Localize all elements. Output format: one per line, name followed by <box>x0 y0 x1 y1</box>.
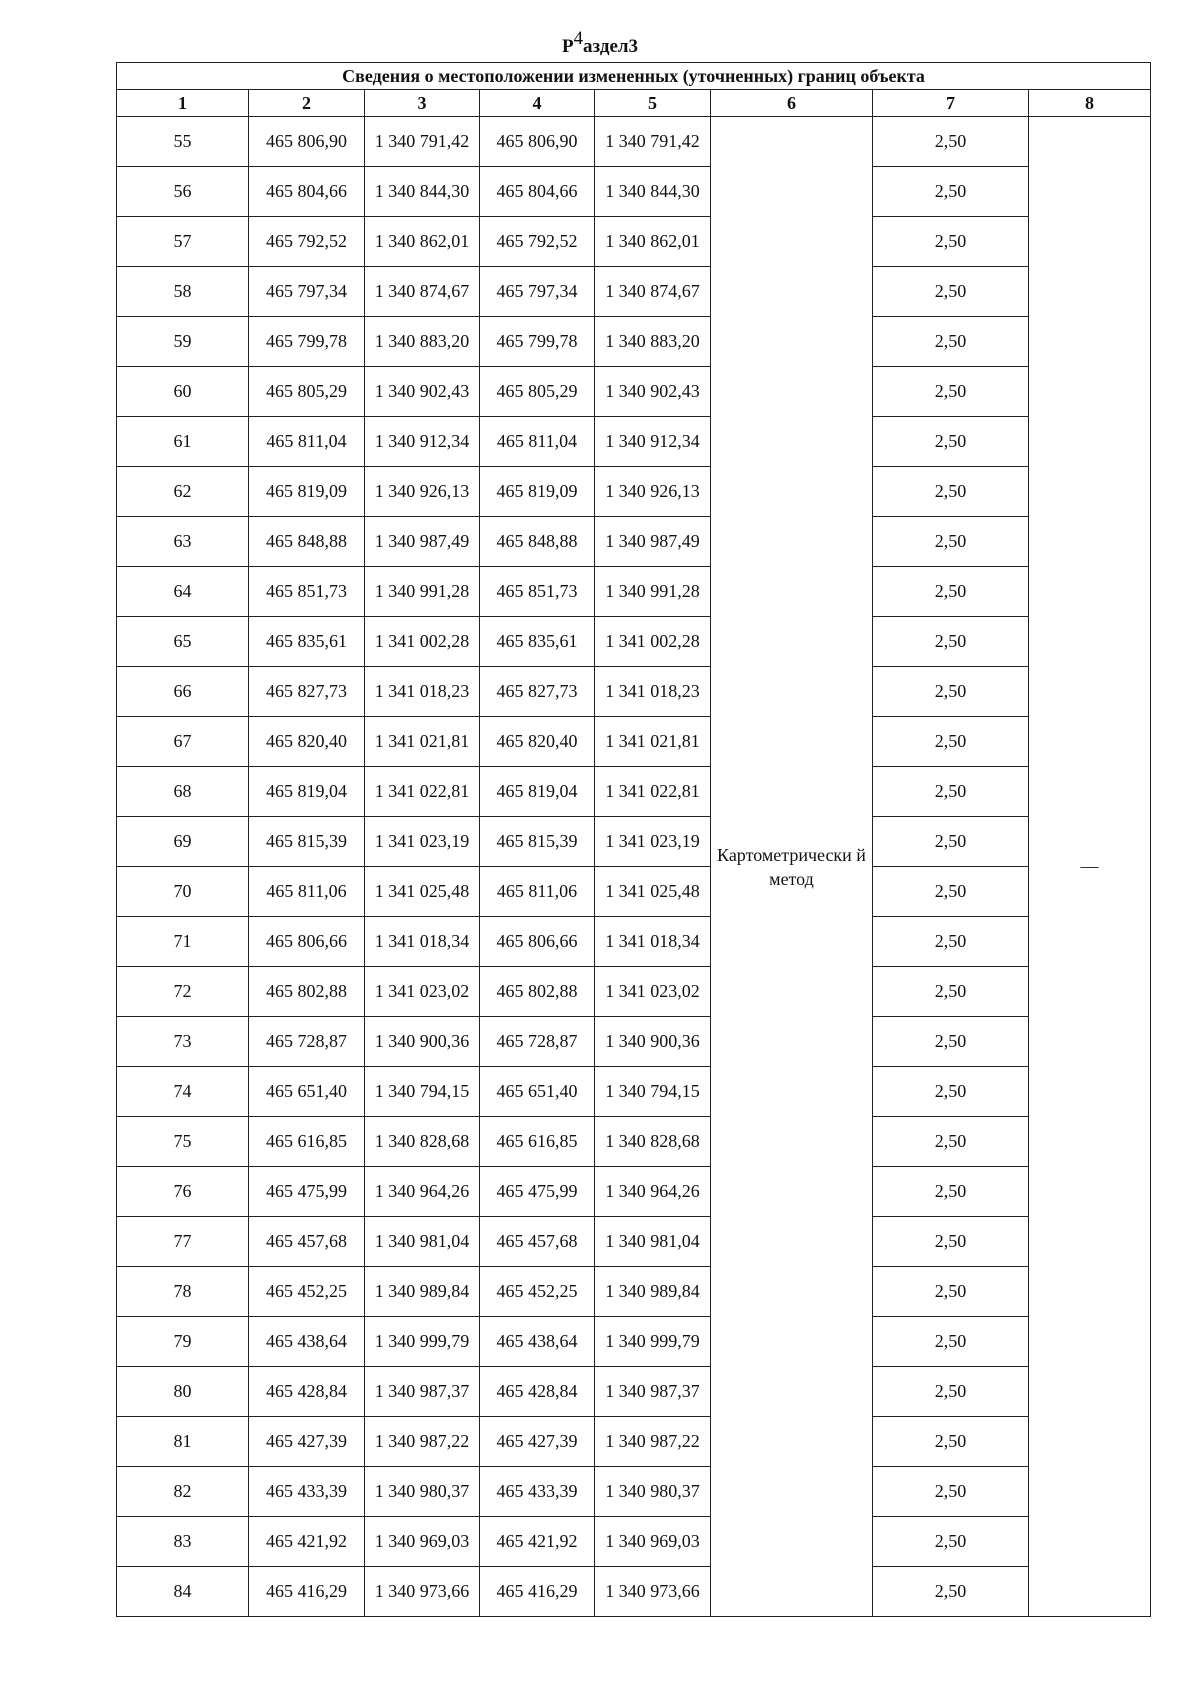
x-refined-cell: 465 815,39 <box>480 817 595 867</box>
y-existing-cell: 1 340 900,36 <box>365 1017 480 1067</box>
point-number-cell: 82 <box>117 1467 249 1517</box>
point-number-cell: 75 <box>117 1117 249 1167</box>
x-existing-cell: 465 475,99 <box>249 1167 365 1217</box>
point-number-cell: 62 <box>117 467 249 517</box>
method-cell: Картометрически й метод <box>711 117 873 1617</box>
x-refined-cell: 465 819,09 <box>480 467 595 517</box>
accuracy-cell: 2,50 <box>873 1417 1029 1467</box>
x-refined-cell: 465 804,66 <box>480 167 595 217</box>
x-refined-cell: 465 805,29 <box>480 367 595 417</box>
table-row <box>117 667 1151 717</box>
page-header <box>0 28 1200 58</box>
x-existing-cell: 465 820,40 <box>249 717 365 767</box>
y-refined-cell: 1 340 969,03 <box>595 1517 711 1567</box>
accuracy-cell: 2,50 <box>873 467 1029 517</box>
y-existing-cell: 1 340 902,43 <box>365 367 480 417</box>
x-refined-cell: 465 651,40 <box>480 1067 595 1117</box>
x-existing-cell: 465 815,39 <box>249 817 365 867</box>
accuracy-cell: 2,50 <box>873 167 1029 217</box>
x-existing-cell: 465 792,52 <box>249 217 365 267</box>
x-refined-cell: 465 452,25 <box>480 1267 595 1317</box>
y-existing-cell: 1 340 981,04 <box>365 1217 480 1267</box>
x-refined-cell: 465 811,06 <box>480 867 595 917</box>
x-refined-cell: 465 827,73 <box>480 667 595 717</box>
y-existing-cell: 1 340 989,84 <box>365 1267 480 1317</box>
x-existing-cell: 465 819,04 <box>249 767 365 817</box>
x-existing-cell: 465 616,85 <box>249 1117 365 1167</box>
y-refined-cell: 1 340 874,67 <box>595 267 711 317</box>
point-number-cell: 71 <box>117 917 249 967</box>
x-refined-cell: 465 428,84 <box>480 1367 595 1417</box>
y-existing-cell: 1 341 018,23 <box>365 667 480 717</box>
y-existing-cell: 1 340 883,20 <box>365 317 480 367</box>
y-existing-cell: 1 340 999,79 <box>365 1317 480 1367</box>
x-existing-cell: 465 428,84 <box>249 1367 365 1417</box>
y-existing-cell: 1 340 987,37 <box>365 1367 480 1417</box>
point-number-cell: 60 <box>117 367 249 417</box>
x-refined-cell: 465 421,92 <box>480 1517 595 1567</box>
y-refined-cell: 1 341 022,81 <box>595 767 711 817</box>
accuracy-cell: 2,50 <box>873 817 1029 867</box>
x-refined-cell: 465 848,88 <box>480 517 595 567</box>
x-refined-cell: 465 427,39 <box>480 1417 595 1467</box>
x-existing-cell: 465 819,09 <box>249 467 365 517</box>
point-number-cell: 76 <box>117 1167 249 1217</box>
point-number-cell: 80 <box>117 1367 249 1417</box>
y-refined-cell: 1 340 794,15 <box>595 1067 711 1117</box>
accuracy-cell: 2,50 <box>873 1317 1029 1367</box>
y-existing-cell: 1 340 987,22 <box>365 1417 480 1467</box>
column-number: 3 <box>365 90 480 117</box>
point-number-cell: 74 <box>117 1067 249 1117</box>
point-number-cell: 59 <box>117 317 249 367</box>
table-row <box>117 867 1151 917</box>
column-number-row <box>117 90 1151 117</box>
point-number-cell: 57 <box>117 217 249 267</box>
table-row <box>117 1467 1151 1517</box>
y-refined-cell: 1 340 980,37 <box>595 1467 711 1517</box>
y-refined-cell: 1 341 023,02 <box>595 967 711 1017</box>
point-number-cell: 69 <box>117 817 249 867</box>
y-existing-cell: 1 340 980,37 <box>365 1467 480 1517</box>
accuracy-cell: 2,50 <box>873 1467 1029 1517</box>
table-row <box>117 1417 1151 1467</box>
y-existing-cell: 1 340 912,34 <box>365 417 480 467</box>
point-number-cell: 65 <box>117 617 249 667</box>
x-existing-cell: 465 835,61 <box>249 617 365 667</box>
x-refined-cell: 465 806,66 <box>480 917 595 967</box>
accuracy-cell: 2,50 <box>873 317 1029 367</box>
x-existing-cell: 465 804,66 <box>249 167 365 217</box>
y-existing-cell: 1 340 973,66 <box>365 1567 480 1617</box>
column-number: 2 <box>249 90 365 117</box>
x-refined-cell: 465 792,52 <box>480 217 595 267</box>
x-refined-cell: 465 820,40 <box>480 717 595 767</box>
column-number: 6 <box>711 90 873 117</box>
x-refined-cell: 465 799,78 <box>480 317 595 367</box>
table-row <box>117 1567 1151 1617</box>
y-existing-cell: 1 340 844,30 <box>365 167 480 217</box>
y-existing-cell: 1 340 828,68 <box>365 1117 480 1167</box>
y-refined-cell: 1 341 018,23 <box>595 667 711 717</box>
point-number-cell: 72 <box>117 967 249 1017</box>
accuracy-cell: 2,50 <box>873 117 1029 167</box>
column-number: 5 <box>595 90 711 117</box>
accuracy-cell: 2,50 <box>873 1067 1029 1117</box>
point-number-cell: 70 <box>117 867 249 917</box>
accuracy-cell: 2,50 <box>873 567 1029 617</box>
accuracy-cell: 2,50 <box>873 667 1029 717</box>
table-row <box>117 267 1151 317</box>
x-refined-cell: 465 438,64 <box>480 1317 595 1367</box>
table-row <box>117 917 1151 967</box>
point-number-cell: 66 <box>117 667 249 717</box>
y-refined-cell: 1 341 018,34 <box>595 917 711 967</box>
accuracy-cell: 2,50 <box>873 717 1029 767</box>
x-refined-cell: 465 475,99 <box>480 1167 595 1217</box>
point-number-cell: 83 <box>117 1517 249 1567</box>
table-row <box>117 1117 1151 1167</box>
x-refined-cell: 465 416,29 <box>480 1567 595 1617</box>
x-existing-cell: 465 457,68 <box>249 1217 365 1267</box>
x-existing-cell: 465 848,88 <box>249 517 365 567</box>
y-existing-cell: 1 340 874,67 <box>365 267 480 317</box>
x-existing-cell: 465 728,87 <box>249 1017 365 1067</box>
accuracy-cell: 2,50 <box>873 217 1029 267</box>
y-refined-cell: 1 341 025,48 <box>595 867 711 917</box>
page-number: 4 <box>573 28 584 49</box>
y-existing-cell: 1 341 023,19 <box>365 817 480 867</box>
accuracy-cell: 2,50 <box>873 1567 1029 1617</box>
x-existing-cell: 465 806,90 <box>249 117 365 167</box>
x-existing-cell: 465 421,92 <box>249 1517 365 1567</box>
x-existing-cell: 465 827,73 <box>249 667 365 717</box>
y-existing-cell: 1 341 023,02 <box>365 967 480 1017</box>
accuracy-cell: 2,50 <box>873 917 1029 967</box>
header-prefix: Р <box>561 36 574 57</box>
x-refined-cell: 465 819,04 <box>480 767 595 817</box>
x-existing-cell: 465 851,73 <box>249 567 365 617</box>
column-number: 8 <box>1029 90 1151 117</box>
accuracy-cell: 2,50 <box>873 367 1029 417</box>
accuracy-cell: 2,50 <box>873 1167 1029 1217</box>
y-refined-cell: 1 340 791,42 <box>595 117 711 167</box>
table-title-row <box>117 63 1151 90</box>
x-existing-cell: 465 799,78 <box>249 317 365 367</box>
y-refined-cell: 1 340 844,30 <box>595 167 711 217</box>
table-row <box>117 417 1151 467</box>
table-row <box>117 967 1151 1017</box>
accuracy-cell: 2,50 <box>873 617 1029 667</box>
y-refined-cell: 1 340 987,37 <box>595 1367 711 1417</box>
y-refined-cell: 1 340 912,34 <box>595 417 711 467</box>
y-existing-cell: 1 340 969,03 <box>365 1517 480 1567</box>
y-refined-cell: 1 340 964,26 <box>595 1167 711 1217</box>
table-row <box>117 367 1151 417</box>
y-existing-cell: 1 340 987,49 <box>365 517 480 567</box>
y-existing-cell: 1 340 862,01 <box>365 217 480 267</box>
x-existing-cell: 465 427,39 <box>249 1417 365 1467</box>
accuracy-cell: 2,50 <box>873 1017 1029 1067</box>
point-number-cell: 81 <box>117 1417 249 1467</box>
point-number-cell: 58 <box>117 267 249 317</box>
y-refined-cell: 1 340 926,13 <box>595 467 711 517</box>
column-8-cell: — <box>1029 117 1151 1617</box>
point-number-cell: 64 <box>117 567 249 617</box>
x-refined-cell: 465 616,85 <box>480 1117 595 1167</box>
x-refined-cell: 465 728,87 <box>480 1017 595 1067</box>
x-refined-cell: 465 802,88 <box>480 967 595 1017</box>
accuracy-cell: 2,50 <box>873 1217 1029 1267</box>
table-row <box>117 167 1151 217</box>
point-number-cell: 68 <box>117 767 249 817</box>
y-refined-cell: 1 340 989,84 <box>595 1267 711 1317</box>
table-row <box>117 1017 1151 1067</box>
table-row <box>117 1267 1151 1317</box>
table-row <box>117 717 1151 767</box>
table-row <box>117 567 1151 617</box>
table-title: Сведения о местоположении измененных (уточненных) границ объекта <box>117 63 1151 90</box>
accuracy-cell: 2,50 <box>873 1117 1029 1167</box>
y-existing-cell: 1 340 926,13 <box>365 467 480 517</box>
x-refined-cell: 465 851,73 <box>480 567 595 617</box>
point-number-cell: 73 <box>117 1017 249 1067</box>
coordinates-table <box>116 62 1151 1617</box>
accuracy-cell: 2,50 <box>873 1267 1029 1317</box>
table-row <box>117 1317 1151 1367</box>
x-existing-cell: 465 802,88 <box>249 967 365 1017</box>
accuracy-cell: 2,50 <box>873 1517 1029 1567</box>
table-row <box>117 1517 1151 1567</box>
y-existing-cell: 1 341 018,34 <box>365 917 480 967</box>
point-number-cell: 79 <box>117 1317 249 1367</box>
point-number-cell: 55 <box>117 117 249 167</box>
y-existing-cell: 1 341 002,28 <box>365 617 480 667</box>
y-refined-cell: 1 341 021,81 <box>595 717 711 767</box>
table-row <box>117 467 1151 517</box>
y-refined-cell: 1 340 900,36 <box>595 1017 711 1067</box>
x-existing-cell: 465 433,39 <box>249 1467 365 1517</box>
y-existing-cell: 1 340 791,42 <box>365 117 480 167</box>
y-existing-cell: 1 341 025,48 <box>365 867 480 917</box>
point-number-cell: 56 <box>117 167 249 217</box>
x-existing-cell: 465 811,04 <box>249 417 365 467</box>
accuracy-cell: 2,50 <box>873 517 1029 567</box>
accuracy-cell: 2,50 <box>873 1367 1029 1417</box>
point-number-cell: 63 <box>117 517 249 567</box>
point-number-cell: 78 <box>117 1267 249 1317</box>
y-existing-cell: 1 341 021,81 <box>365 717 480 767</box>
y-refined-cell: 1 340 987,22 <box>595 1417 711 1467</box>
accuracy-cell: 2,50 <box>873 767 1029 817</box>
y-refined-cell: 1 340 991,28 <box>595 567 711 617</box>
y-refined-cell: 1 340 981,04 <box>595 1217 711 1267</box>
table-row <box>117 1067 1151 1117</box>
table-row <box>117 517 1151 567</box>
y-existing-cell: 1 340 964,26 <box>365 1167 480 1217</box>
column-number: 7 <box>873 90 1029 117</box>
table-row <box>117 317 1151 367</box>
y-refined-cell: 1 340 828,68 <box>595 1117 711 1167</box>
y-refined-cell: 1 340 973,66 <box>595 1567 711 1617</box>
y-existing-cell: 1 340 991,28 <box>365 567 480 617</box>
x-existing-cell: 465 811,06 <box>249 867 365 917</box>
x-existing-cell: 465 416,29 <box>249 1567 365 1617</box>
x-refined-cell: 465 433,39 <box>480 1467 595 1517</box>
y-existing-cell: 1 341 022,81 <box>365 767 480 817</box>
y-refined-cell: 1 340 999,79 <box>595 1317 711 1367</box>
x-refined-cell: 465 806,90 <box>480 117 595 167</box>
column-number: 4 <box>480 90 595 117</box>
table-row <box>117 1367 1151 1417</box>
x-existing-cell: 465 805,29 <box>249 367 365 417</box>
x-existing-cell: 465 438,64 <box>249 1317 365 1367</box>
y-existing-cell: 1 340 794,15 <box>365 1067 480 1117</box>
header-suffix: аздел3 <box>583 36 639 57</box>
accuracy-cell: 2,50 <box>873 267 1029 317</box>
x-existing-cell: 465 452,25 <box>249 1267 365 1317</box>
column-number: 1 <box>117 90 249 117</box>
point-number-cell: 67 <box>117 717 249 767</box>
point-number-cell: 77 <box>117 1217 249 1267</box>
accuracy-cell: 2,50 <box>873 867 1029 917</box>
x-refined-cell: 465 797,34 <box>480 267 595 317</box>
y-refined-cell: 1 341 023,19 <box>595 817 711 867</box>
y-refined-cell: 1 340 862,01 <box>595 217 711 267</box>
x-existing-cell: 465 797,34 <box>249 267 365 317</box>
table-row <box>117 617 1151 667</box>
x-existing-cell: 465 806,66 <box>249 917 365 967</box>
table-row <box>117 117 1151 167</box>
table-row <box>117 817 1151 867</box>
x-refined-cell: 465 835,61 <box>480 617 595 667</box>
accuracy-cell: 2,50 <box>873 417 1029 467</box>
x-existing-cell: 465 651,40 <box>249 1067 365 1117</box>
table-row <box>117 217 1151 267</box>
accuracy-cell: 2,50 <box>873 967 1029 1017</box>
x-refined-cell: 465 811,04 <box>480 417 595 467</box>
point-number-cell: 84 <box>117 1567 249 1617</box>
x-refined-cell: 465 457,68 <box>480 1217 595 1267</box>
y-refined-cell: 1 341 002,28 <box>595 617 711 667</box>
y-refined-cell: 1 340 902,43 <box>595 367 711 417</box>
table-row <box>117 767 1151 817</box>
table-row <box>117 1167 1151 1217</box>
point-number-cell: 61 <box>117 417 249 467</box>
table-row <box>117 1217 1151 1267</box>
y-refined-cell: 1 340 987,49 <box>595 517 711 567</box>
y-refined-cell: 1 340 883,20 <box>595 317 711 367</box>
